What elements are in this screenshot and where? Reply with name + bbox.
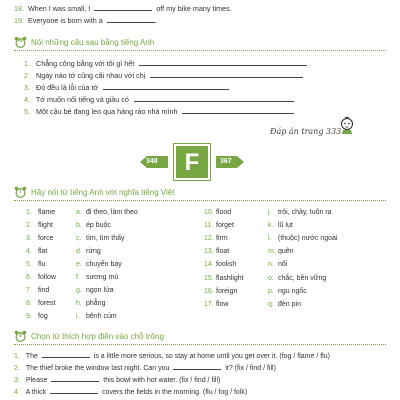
item-number: 5. bbox=[24, 107, 30, 116]
meaning-letter: l. bbox=[268, 235, 272, 243]
english-word[interactable]: forget bbox=[216, 222, 234, 230]
item-number: 10. bbox=[204, 209, 214, 216]
item-number: 19. bbox=[14, 16, 24, 25]
meaning-letter: p. bbox=[268, 287, 274, 295]
sentence-item bbox=[24, 94, 294, 104]
sentence-text: Ngày nào tớ cũng cãi nhau với chị bbox=[36, 71, 146, 80]
prev-page-number: 348 bbox=[146, 157, 158, 165]
alarm-clock-icon bbox=[14, 36, 27, 49]
english-word[interactable]: flight bbox=[38, 222, 53, 229]
vietnamese-meaning[interactable]: ngu ngốc bbox=[278, 287, 307, 295]
item-number: 12. bbox=[204, 235, 214, 243]
sentence-text: Tớ muốn nổi tiếng và giàu có bbox=[35, 95, 129, 104]
vietnamese-meaning[interactable]: lũ lụt bbox=[278, 222, 293, 230]
meaning-letter: m. bbox=[268, 248, 276, 256]
vocab-row bbox=[26, 273, 118, 282]
english-word[interactable]: force bbox=[38, 235, 54, 242]
vocab-row bbox=[26, 247, 101, 256]
vietnamese-meaning[interactable]: đi theo, làm theo bbox=[86, 209, 138, 216]
sentence-start: The bbox=[25, 353, 38, 360]
blank-field[interactable] bbox=[94, 3, 152, 11]
item-number: 1. bbox=[24, 59, 30, 68]
meaning-letter: j. bbox=[268, 209, 272, 216]
vietnamese-meaning[interactable]: rừng bbox=[86, 248, 101, 255]
meaning-letter: f. bbox=[76, 274, 80, 281]
meaning-letter: b. bbox=[76, 222, 82, 229]
item-number: 14. bbox=[204, 261, 214, 269]
answer-line[interactable] bbox=[134, 94, 294, 102]
sentence-end: is a little more serious, so stay at home until you get over it. (fog / flame / flu) bbox=[93, 353, 330, 360]
english-word[interactable]: flashlight bbox=[216, 274, 244, 282]
item-number: 3. bbox=[24, 83, 30, 92]
vietnamese-meaning[interactable]: tìm, tìm thấy bbox=[86, 235, 125, 242]
english-word[interactable]: find bbox=[38, 287, 50, 294]
blank-field[interactable] bbox=[51, 374, 99, 382]
vocab-row bbox=[26, 299, 105, 308]
vocab-row bbox=[26, 260, 122, 269]
item-number: 8. bbox=[26, 300, 32, 307]
blank-field[interactable] bbox=[50, 386, 98, 394]
answer-line[interactable] bbox=[103, 82, 229, 90]
vietnamese-meaning[interactable]: trôi, chảy, tuôn ra bbox=[278, 209, 332, 216]
english-word[interactable]: foreign bbox=[216, 287, 238, 295]
vietnamese-meaning[interactable]: chuyến bay bbox=[86, 261, 122, 268]
meaning-letter: h. bbox=[76, 300, 82, 307]
section-title: Chọn từ thích hợp điền vào chỗ trống bbox=[31, 331, 164, 341]
vietnamese-meaning[interactable]: (thuộc) nước ngoài bbox=[278, 235, 338, 243]
vietnamese-meaning[interactable]: nổi bbox=[278, 261, 288, 269]
english-word[interactable]: flu bbox=[38, 261, 46, 268]
meaning-letter: a. bbox=[76, 209, 82, 216]
item-number: 17. bbox=[204, 300, 214, 308]
meaning-letter: k. bbox=[268, 222, 274, 230]
section-i-header bbox=[14, 185, 174, 199]
sentence-end: it? (fix / find / fill) bbox=[225, 365, 276, 372]
item-number: 2. bbox=[26, 222, 32, 229]
sentence-start: When I was small, I bbox=[28, 4, 91, 13]
vocab-row bbox=[204, 234, 337, 243]
answer-line[interactable] bbox=[182, 106, 294, 114]
item-number: 13. bbox=[204, 248, 214, 256]
english-word[interactable]: forest bbox=[38, 300, 56, 307]
sentence-item bbox=[24, 58, 307, 68]
vietnamese-meaning[interactable]: ngọn lửa bbox=[86, 287, 114, 294]
answer-line[interactable] bbox=[139, 58, 307, 66]
vocab-row bbox=[26, 208, 138, 217]
sentence-end: . bbox=[154, 16, 157, 25]
item-number: 4. bbox=[26, 248, 32, 255]
english-word[interactable]: float bbox=[216, 248, 230, 256]
fill-item bbox=[14, 386, 247, 397]
vocab-row bbox=[204, 300, 301, 309]
meaning-letter: e. bbox=[76, 261, 82, 268]
fill-item bbox=[14, 350, 330, 361]
fill-item bbox=[14, 362, 276, 373]
sentence-text: Một cậu bé đang leo qua hàng rào nhà mình bbox=[36, 107, 178, 116]
english-word[interactable]: fog bbox=[38, 313, 48, 320]
item-number: 11. bbox=[204, 222, 214, 230]
sentence-item bbox=[24, 70, 303, 80]
section-divider bbox=[14, 50, 386, 51]
meaning-letter: i. bbox=[76, 313, 80, 320]
alarm-clock-icon bbox=[14, 330, 27, 343]
answer-page-note: Đáp án trang 333 bbox=[270, 127, 342, 136]
item-number: 4. bbox=[24, 95, 30, 104]
meaning-letter: d. bbox=[76, 248, 82, 255]
item-number: 3. bbox=[26, 235, 32, 242]
sentence-start: The thief broke the window last night. Can you bbox=[25, 365, 170, 372]
item-number: 1. bbox=[14, 353, 20, 360]
vocab-row bbox=[204, 287, 307, 296]
meaning-letter: q. bbox=[268, 300, 274, 308]
english-word[interactable]: flat bbox=[38, 248, 48, 255]
vietnamese-meaning[interactable]: phẳng bbox=[86, 300, 106, 307]
sentence-end: off my bike many times. bbox=[156, 4, 232, 13]
top-item-19 bbox=[14, 15, 157, 25]
student-mascot-icon bbox=[337, 113, 357, 135]
sentence-start: Please bbox=[25, 377, 48, 384]
section-iv-header bbox=[14, 35, 154, 49]
section-roman: I bbox=[19, 189, 22, 195]
fill-item bbox=[14, 374, 220, 385]
next-page-number: 367 bbox=[220, 157, 232, 165]
alarm-clock-icon bbox=[14, 186, 27, 199]
item-number: 18. bbox=[14, 4, 24, 13]
section-roman: II bbox=[19, 333, 22, 339]
vietnamese-meaning[interactable]: ép buộc bbox=[86, 222, 111, 229]
vocab-row bbox=[204, 221, 293, 230]
letter-emblem bbox=[140, 146, 260, 178]
item-number: 6. bbox=[26, 274, 32, 281]
vietnamese-meaning[interactable]: đèn pin bbox=[278, 300, 301, 308]
vocab-row bbox=[26, 234, 125, 243]
sentence-start: Everyone is born with a bbox=[28, 16, 103, 25]
sentence-item bbox=[24, 106, 294, 116]
item-number: 4. bbox=[14, 389, 20, 396]
vietnamese-meaning[interactable]: chắc, bền vững bbox=[278, 274, 327, 282]
vietnamese-meaning[interactable]: quên bbox=[278, 248, 294, 256]
english-word[interactable]: flow bbox=[216, 300, 229, 308]
sentence-end: covers the fields in the morning. (flu / fog / folk) bbox=[102, 389, 248, 396]
letter-box bbox=[176, 146, 208, 178]
item-number: 2. bbox=[24, 71, 30, 80]
item-number: 15. bbox=[204, 274, 214, 282]
sentence-text: Đó đều là lỗi của tớ bbox=[36, 83, 99, 92]
vocab-row bbox=[26, 286, 114, 295]
section-roman: IV bbox=[18, 39, 23, 44]
vocab-row bbox=[26, 312, 117, 321]
vocab-row bbox=[204, 247, 294, 256]
blank-field[interactable] bbox=[107, 15, 155, 23]
meaning-letter: n. bbox=[268, 261, 274, 269]
top-item-18 bbox=[14, 3, 232, 13]
letter-char: F bbox=[184, 149, 200, 176]
blank-field[interactable] bbox=[42, 350, 90, 358]
meaning-letter: o. bbox=[268, 274, 274, 282]
section-title: Hãy nối từ tiếng Anh với nghĩa tiếng Việt bbox=[31, 187, 175, 197]
sentence-start: A thick bbox=[25, 389, 47, 396]
vocab-row bbox=[204, 260, 287, 269]
item-number: 1. bbox=[26, 209, 32, 216]
answer-line[interactable] bbox=[150, 70, 303, 78]
english-word[interactable]: firm bbox=[216, 235, 228, 243]
item-number: 2. bbox=[14, 365, 20, 372]
vocab-row bbox=[204, 274, 326, 283]
item-number: 9. bbox=[26, 313, 32, 320]
blank-field[interactable] bbox=[173, 362, 221, 370]
item-number: 5. bbox=[26, 261, 32, 268]
item-number: 3. bbox=[14, 377, 20, 384]
section-ii-header bbox=[14, 329, 164, 343]
item-number: 7. bbox=[26, 287, 32, 294]
meaning-letter: c. bbox=[76, 235, 82, 242]
vocab-row bbox=[204, 208, 332, 217]
section-divider bbox=[14, 344, 386, 345]
english-word[interactable]: flood bbox=[216, 209, 232, 216]
english-word[interactable]: flame bbox=[38, 209, 56, 216]
english-word[interactable]: foolish bbox=[216, 261, 237, 269]
vocab-row bbox=[26, 221, 111, 230]
section-title: Nói những câu sau bằng tiếng Anh bbox=[31, 37, 155, 47]
section-divider bbox=[14, 200, 386, 201]
meaning-letter: g. bbox=[76, 287, 82, 294]
sentence-text: Chẳng công bằng với tôi gì hết bbox=[36, 59, 135, 68]
item-number: 16. bbox=[204, 287, 214, 295]
vietnamese-meaning[interactable]: sương mù bbox=[86, 274, 119, 281]
sentence-item bbox=[24, 82, 229, 92]
english-word[interactable]: follow bbox=[38, 274, 56, 281]
vietnamese-meaning[interactable]: bệnh cúm bbox=[86, 313, 117, 320]
sentence-end: this bowl with hot water. (fix / find / fill) bbox=[103, 377, 221, 384]
